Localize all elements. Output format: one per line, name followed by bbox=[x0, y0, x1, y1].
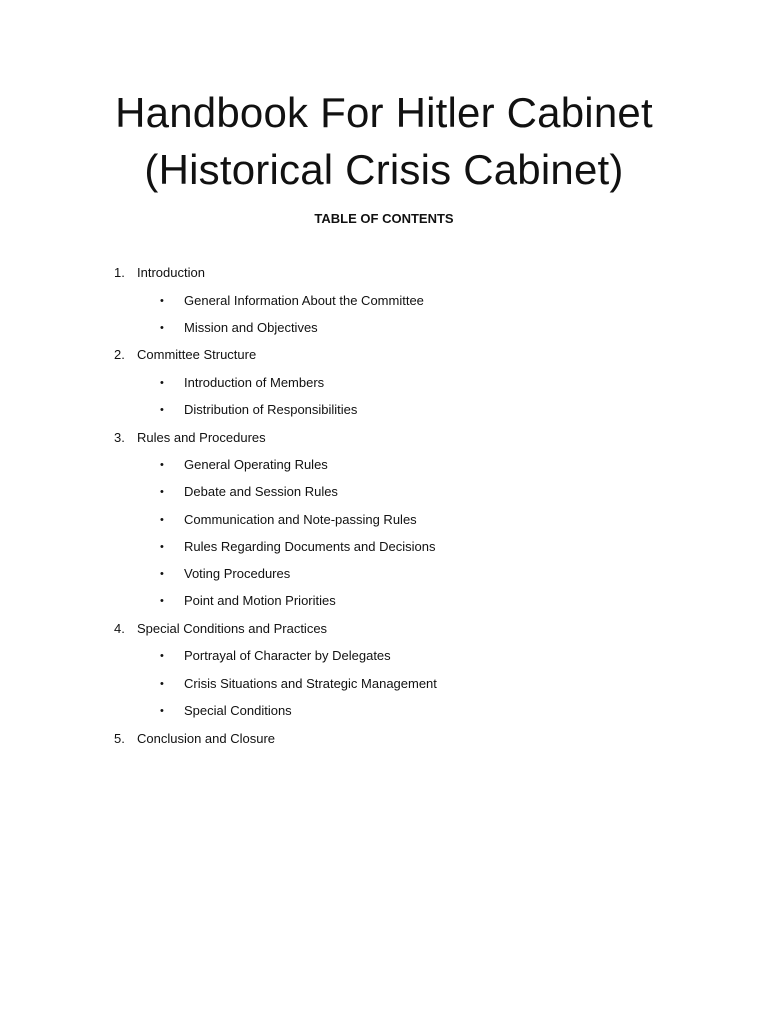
toc-section-number: 5. bbox=[114, 731, 125, 746]
toc-item-label: Rules Regarding Documents and Decisions bbox=[184, 539, 436, 554]
toc-item-label: Distribution of Responsibilities bbox=[184, 402, 358, 417]
bullet-icon: • bbox=[160, 486, 164, 498]
toc-item-label: Debate and Session Rules bbox=[184, 484, 338, 499]
bullet-icon: • bbox=[160, 322, 164, 334]
toc-section-label: Introduction bbox=[137, 265, 205, 280]
toc-section-number: 3. bbox=[114, 430, 125, 445]
toc-section-label: Conclusion and Closure bbox=[137, 731, 276, 746]
document-title-line-2: (Historical Crisis Cabinet) bbox=[144, 146, 624, 193]
bullet-icon: • bbox=[160, 595, 164, 607]
bullet-icon: • bbox=[160, 377, 164, 389]
bullet-icon: • bbox=[160, 514, 164, 526]
bullet-icon: • bbox=[160, 678, 164, 690]
bullet-icon: • bbox=[160, 459, 164, 471]
toc-item-label: General Information About the Committee bbox=[184, 293, 424, 308]
toc-section-number: 4. bbox=[114, 621, 125, 636]
table-of-contents-heading: TABLE OF CONTENTS bbox=[314, 211, 454, 226]
bullet-icon: • bbox=[160, 404, 164, 416]
bullet-icon: • bbox=[160, 541, 164, 553]
toc-item-label: Introduction of Members bbox=[184, 375, 325, 390]
toc-item-label: Voting Procedures bbox=[184, 566, 291, 581]
toc-item-label: Communication and Note-passing Rules bbox=[184, 512, 417, 527]
toc-section-label: Rules and Procedures bbox=[137, 430, 266, 445]
toc-item-label: Portrayal of Character by Delegates bbox=[184, 648, 391, 663]
bullet-icon: • bbox=[160, 568, 164, 580]
document-title-line-1: Handbook For Hitler Cabinet bbox=[115, 89, 653, 136]
bullet-icon: • bbox=[160, 650, 164, 662]
bullet-icon: • bbox=[160, 705, 164, 717]
toc-section-number: 2. bbox=[114, 347, 125, 362]
toc-item-label: General Operating Rules bbox=[184, 457, 328, 472]
toc-item-label: Special Conditions bbox=[184, 703, 292, 718]
toc-section-number: 1. bbox=[114, 265, 125, 280]
toc-section-label: Committee Structure bbox=[137, 347, 257, 362]
toc-section-label: Special Conditions and Practices bbox=[137, 621, 328, 636]
toc-item-label: Crisis Situations and Strategic Management bbox=[184, 676, 437, 691]
toc-item-label: Mission and Objectives bbox=[184, 320, 318, 335]
toc-item-label: Point and Motion Priorities bbox=[184, 593, 336, 608]
bullet-icon: • bbox=[160, 295, 164, 307]
